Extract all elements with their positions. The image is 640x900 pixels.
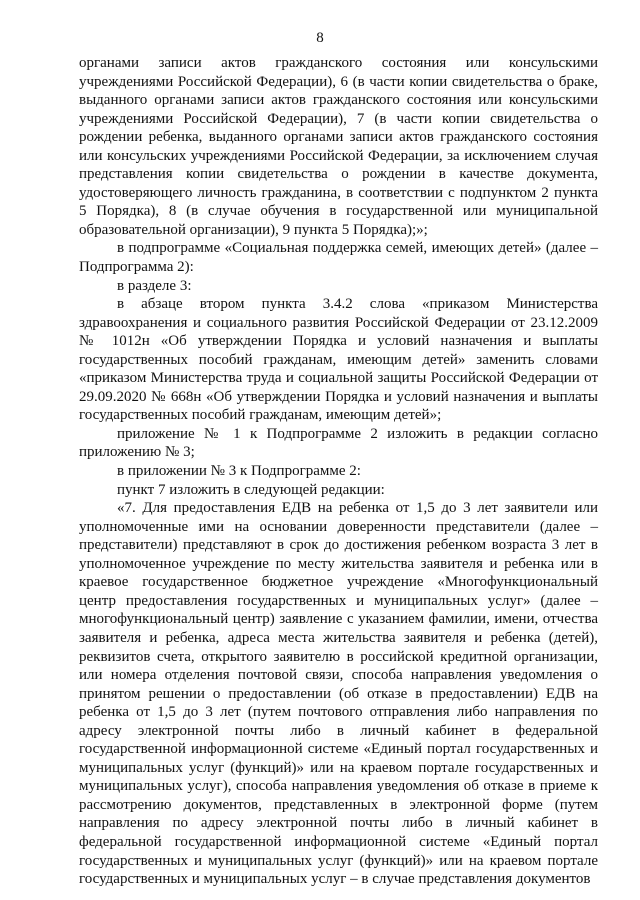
- document-body: [79, 54, 598, 889]
- paragraph-subprogram-2: в подпрограмме «Социальная поддержка семей, имеющих детей» (далее – Подпрограмма 2):: [79, 240, 598, 276]
- paragraph-item-7-intro: пункт 7 изложить в следующей редакции:: [117, 481, 385, 498]
- paragraph-section-3: в разделе 3:: [117, 277, 192, 294]
- paragraph-appendix-1: приложение № 1 к Подпрограмме 2 изложить в редакции согласно приложению № 3;: [79, 425, 598, 461]
- paragraph-continuation: органами записи актов гражданского состояния или консульскими учреждениями Российской Федерации), 6 (в части копии свидетельства о браке, выданного органами записи актов гражданского состояния или консульскими учреждениями Российской Федерации), 7 (в части копии свидетельства о рождении ребенка, выданного органами записи актов гражданского состояния или консульских учреждениями Российской Федерации, за исключением случая представления копии свидетельства о рождении в качестве документа, удостоверяющего личность гражданина, в соответствии с подпунктом 2 пункта 5 Порядка), 8 (в случае обучения в государственной или муниципальной образовательной организации), 9 пункта 5 Порядка);»;: [79, 55, 598, 238]
- page-number: 8: [316, 30, 324, 46]
- paragraph-item-7-text: «7. Для предоставления ЕДВ на ребенка от 1,5 до 3 лет заявители или уполномоченные ими на основании доверенности представители (далее – представители) представляют в срок до достижения ребенком возраста 3 лет в уполномоченное учреждение по месту жительства заявителя и ребенка или в краевое государственное бюджетное учреждение «Многофункциональный центр предоставления государственных и муниципальных услуг» (далее – многофункциональный центр) заявление с указанием фамилии, имени, отчества заявителя и ребенка, адреса места жительства заявителя и ребенка (детей), реквизитов счета, открытого заявителю в российской кредитной организации, или номера отделения почтовой связи, способа направления уведомления о принятом решении о предоставлении (об отказе в предоставлении) ЕДВ на ребенка от 1,5 до 3 лет (путем почтового отправления либо направления по адресу электронной почты либо в личный кабинет в федеральной государственной информационной системе «Единый портал государственных и муниципальных услуг (функций)» или на краевом портале государственных и муниципальных услуг), способа направления уведомления об отказе в приеме к рассмотрению документов, представленных в электронной форме (путем направления по адресу электронной почты либо в личный кабинет в федеральной государственной информационной системе «Единый портал государственных и муниципальных услуг (функций)» или на краевом портале государственных и муниципальных услуг – в случае представления документов: [79, 500, 598, 888]
- paragraph-item-3-4-2: в абзаце втором пункта 3.4.2 слова «приказом Министерства здравоохранения и социального развития Российской Федерации от 23.12.2009 № 1012н «Об утверждении Порядка и условий назначения и выплаты государственных пособий гражданам, имеющим детей» заменить словами «приказом Министерства труда и социальной защиты Российской Федерации от 29.09.2020 № 668н «Об утверждении Порядка и условий назначения и выплаты государственных пособий гражданам, имеющим детей»;: [79, 296, 598, 424]
- paragraph-appendix-3: в приложении № 3 к Подпрограмме 2:: [117, 463, 361, 480]
